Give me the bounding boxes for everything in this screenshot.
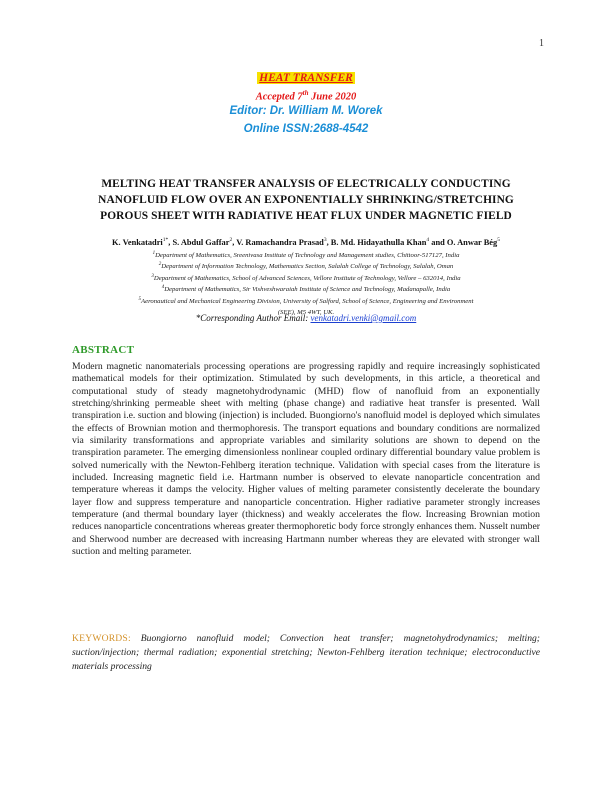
author-name: K. Venkatadri	[112, 237, 163, 247]
email-link[interactable]: venkatadri.venki@gmail.com	[310, 313, 417, 323]
affiliation-text: (SEE), M5 4WT, UK.	[277, 309, 335, 317]
abstract-heading: ABSTRACT	[72, 344, 135, 356]
accepted-prefix: Accepted 7	[255, 91, 303, 103]
affiliation-text: Department of Mathematics, School of Advanced Sciences, Vellore Institute of Technology, Vellore – 632014, India	[153, 275, 461, 283]
affiliation-item	[0, 260, 612, 271]
page-number: 1	[539, 38, 544, 49]
author-name: S. Abdul Gaffar	[172, 237, 230, 247]
accepted-suffix: June 2020	[308, 91, 357, 103]
affiliation-text: Department of Mathematics, Sir Vishveshwaraiah Institute of Science and Technology, Madanapalle, India	[164, 286, 451, 294]
author-sup: 2	[229, 237, 233, 243]
affiliation-sup: 2	[158, 262, 162, 268]
keywords-label: KEYWORDS:	[72, 633, 131, 644]
author-sep: and	[429, 237, 447, 247]
affiliation-text: Department of Mathematics, Sreenivasa Institute of Technology and Management studies, Chittoor-517127, India	[155, 252, 460, 260]
author-name: V. Ramachandra Prasad	[236, 237, 324, 247]
issn-line: Online ISSN:2688-4542	[243, 123, 369, 135]
accepted-date	[0, 89, 612, 103]
author-name: O. Anwar Bég	[446, 237, 498, 247]
affiliation-sup: 1	[152, 251, 156, 256]
affiliation-item	[0, 272, 612, 283]
affiliation-text: Aeronautical and Mechanical Engineering Division, University of Salford, School of Science, Engineering and Environment	[141, 297, 474, 305]
author-sup: 5	[497, 237, 500, 243]
keywords-section	[72, 632, 540, 673]
corresponding-author	[0, 313, 612, 323]
author-sep: ,	[232, 237, 237, 247]
journal-name	[0, 72, 612, 84]
accepted-sup: th	[302, 89, 309, 97]
journal-name-text: HEAT TRANSFER	[259, 72, 353, 84]
affiliation-item	[0, 283, 612, 294]
affiliation-list	[0, 249, 612, 318]
author-list	[0, 237, 612, 247]
affiliation-sup: 4	[161, 285, 165, 291]
author-sup: 3	[323, 237, 327, 243]
title-line: MELTING HEAT TRANSFER ANALYSIS OF ELECTRICALLY CONDUCTING	[101, 178, 511, 190]
keywords-text: Buongiorno nanofluid model; Convection heat transfer; magnetohydrodynamics; melting; suction/injection; thermal radiation; exponential stretching; Newton-Fehlberg iteration technique; electroconductive materials processing	[72, 633, 540, 672]
affiliation-sup: 3	[151, 273, 154, 279]
corresponding-label: *Corresponding Author Email:	[195, 313, 311, 323]
author-name: B. Md. Hidayathulla Khan	[330, 237, 427, 247]
title-line: POROUS SHEET WITH RADIATIVE HEAT FLUX UNDER MAGNETIC FIELD	[100, 210, 512, 222]
editor-line: Editor: Dr. William M. Worek	[229, 105, 383, 117]
affiliation-item	[0, 295, 612, 306]
affiliation-text: Department of Information Technology, Mathematics Section, Salalah College of Technology, Salalah, Oman	[161, 263, 454, 271]
author-sup: 4	[426, 237, 430, 243]
abstract-body: Modern magnetic nanomaterials processing operations are progressing rapidly and require increasingly sophisticated mathematical models for their optimization. Stimulated by such developments, in this article, a theoretical and computational study of steady magnetohydrodynamic (MHD) flow of nanofluid from an exponentially stretching/shrinking permeable sheet with melting (phase change) and radiative heat transfer is presented. Wall transpiration i.e. suction and blowing (injection) is included. Buongiorno's nanofluid model is deployed which simulates the effects of Brownian motion and thermophoresis. The transport equations and boundary conditions are normalized via similarity transformations and appropriate variables and similarity solutions are shown to depend on the transpiration parameter. The emerging dimensionless nonlinear coupled ordinary differential boundary value problem is solved numerically with the Newton-Fehlberg iteration technique. Validation with special cases from the literature is included. Increasing magnetic field i.e. Hartmann number is observed to elevate nanoparticle concentration and temperature whereas it damps the velocity. Higher values of melting parameter consistently decelerate the boundary layer flow and suppress temperature and nanoparticle concentration. Higher radiative parameter strongly increases temperature (and thermal boundary layer (thickness) and weakly accelerates the flow. Increasing Brownian motion reduces nanoparticle concentrations whereas greater thermophoretic body force strongly enhances them. Nusselt number and Sherwood number are decreased with increasing Hartmann number whereas they are elevated with stronger wall suction and melting parameter.	[72, 361, 540, 558]
paper-title	[0, 176, 612, 224]
affiliation-sup: 5	[138, 296, 142, 302]
author-sup: 1*	[162, 237, 169, 243]
author-sep: ,	[326, 237, 331, 247]
title-line: NANOFLUID FLOW OVER AN EXPONENTIALLY SHRINKING/STRETCHING	[98, 194, 514, 206]
author-sep: ,	[168, 237, 173, 247]
affiliation-item	[0, 249, 612, 260]
